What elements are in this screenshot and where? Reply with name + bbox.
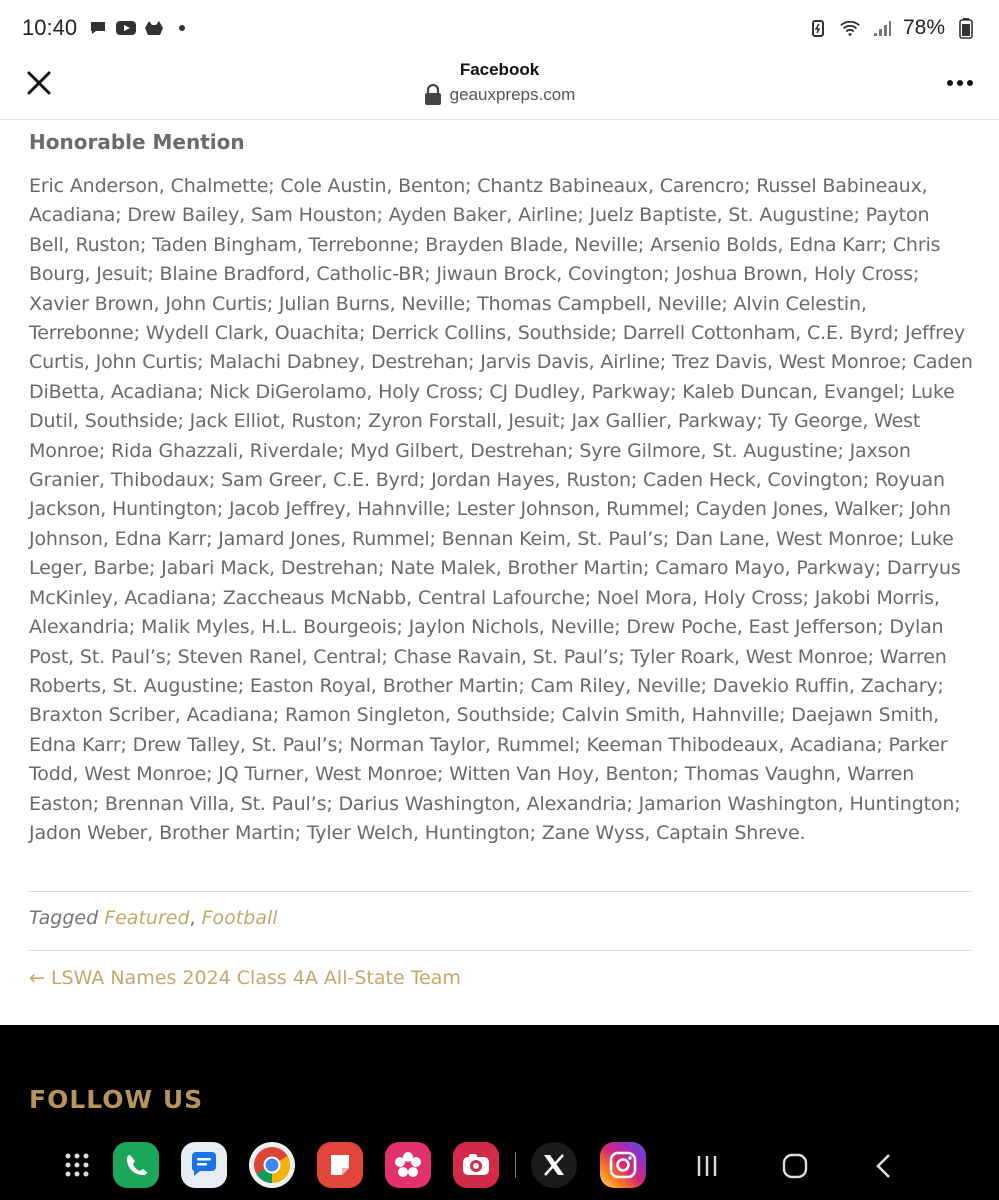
- url-display[interactable]: [424, 84, 576, 106]
- status-right: [807, 16, 977, 40]
- home-icon: [782, 1153, 808, 1179]
- previous-post-title: LSWA Names 2024 Class 4A All-State Team: [50, 967, 461, 989]
- x-icon: [541, 1152, 567, 1178]
- notes-app[interactable]: [317, 1142, 363, 1188]
- chrome-icon: [252, 1145, 292, 1185]
- browser-header: [0, 56, 999, 120]
- divider-bottom: [29, 950, 971, 951]
- lock-icon: [424, 84, 442, 106]
- tag-separator: ,: [189, 907, 196, 929]
- notification-icons: [87, 17, 193, 39]
- divider-top: [29, 891, 971, 892]
- camera-app[interactable]: [453, 1142, 499, 1188]
- home-button[interactable]: [775, 1146, 815, 1186]
- article-content: [29, 120, 973, 848]
- tag-featured[interactable]: Featured: [104, 907, 190, 929]
- left-arrow-icon: ←: [29, 967, 45, 989]
- instagram-icon: [608, 1150, 638, 1180]
- x-app[interactable]: [531, 1142, 577, 1188]
- follow-us-heading: FOLLOW US: [29, 1085, 204, 1114]
- honorable-mention-list: Eric Anderson, Chalmette; Cole Austin, Benton; Chantz Babineaux, Carencro; Russel Babineaux, Acadiana; Drew Bailey, Sam Houston; Ayden Baker, Airline; Juelz Baptiste, St. Augustine; Payton Bell, Ruston; Taden Bingham, Terrebonne; Brayden Blade, Neville; Arsenio Bolds, Edna Karr; Chris Bourg, Jesuit; Blaine Bradford, Catholic-BR; Jiwaun Brock, Covington; Joshua Brown, Holy Cross; Xavier Brown, John Curtis; Julian Burns, Neville; Thomas Campbell, Neville; Alvin Celestin, Terrebonne; Wydell Clark, Ouachita; Derrick Collins, Southside; Darrell Cottonham, C.E. Byrd; Jeffrey Curtis, John Curtis; Malachi Dabney, Destrehan; Jarvis Davis, Airline; Trez Davis, West Monroe; Caden DiBetta, Acadiana; Nick DiGerolamo, Holy Cross; CJ Dudley, Parkway; Kaleb Duncan, Evangel; Luke Dutil, Southside; Jack Elliot, Ruston; Zyron Forstall, Jesuit; Jax Gallier, Parkway; Ty George, West Monroe; Rida Ghazzali, Riverdale; Myd Gilbert, Destrehan; Syre Gilmore, St. Augustine; Jaxson Granier, Thibodaux; Sam Greer, C.E. Byrd; Jordan Hayes, Ruston; Caden Heck, Covington; Royuan Jackson, Huntington; Jacob Jeffrey, Hahnville; Lester Johnson, Rummel; Cayden Jones, Walker; John Johnson, Edna Karr; Jamard Jones, Rummel; Bennan Keim, St. Paul’s; Dan Lane, West Monroe; Luke Leger, Barbe; Jabari Mack, Destrehan; Nate Malek, Brother Martin; Camaro Mayo, Parkway; Darryus McKinley, Acadiana; Zaccheaus McNabb, Central Lafourche; Noel Mora, Holy Cross; Jakobi Morris, Alexandria; Malik Myles, H.L. Bourgeois; Jaylon Nichols, Neville; Drew Poche, East Jefferson; Dylan Post, St. Paul’s; Steven Ranel, Central; Chase Ravain, St. Paul’s; Tyler Roark, West Monroe; Warren Roberts, St. Augustine; Easton Royal, Brother Martin; Cam Riley, Neville; Davekio Ruffin, Zachary; Braxton Scriber, Acadiana; Ramon Singleton, Southside; Calvin Smith, Hahnville; Daejawn Smith, Edna Karr; Drew Talley, St. Paul’s; Norman Taylor, Rummel; Keeman Thibodeaux, Acadiana; Parker Todd, West Monroe; JQ Turner, West Monroe; Witten Van Hoy, Benton; Thomas Vaughn, Warren Easton; Brennan Villa, St. Paul’s; Darius Washington, Alexandria; Jamarion Washington, Huntington; Jadon Weber, Brother Martin; Tyler Welch, Huntington; Zane Wyss, Captain Shreve.: [29, 175, 973, 844]
- instagram-app[interactable]: [600, 1142, 646, 1188]
- section-heading: Honorable Mention: [29, 130, 245, 154]
- flower-app[interactable]: [385, 1142, 431, 1188]
- back-icon: [874, 1153, 894, 1179]
- tag-football[interactable]: Football: [201, 907, 278, 929]
- back-button[interactable]: [864, 1146, 904, 1186]
- header-center: [0, 60, 999, 111]
- tags-row: [29, 907, 278, 929]
- dot-icon: [171, 17, 193, 39]
- messages-icon: [189, 1151, 219, 1179]
- flower-icon: [393, 1150, 423, 1180]
- chrome-app[interactable]: [249, 1142, 295, 1188]
- phone-app[interactable]: [113, 1142, 159, 1188]
- signal-icon: [871, 17, 893, 39]
- tagged-label: Tagged: [29, 907, 99, 929]
- phone-icon: [122, 1151, 150, 1179]
- notes-icon: [327, 1152, 353, 1178]
- app-drawer-button[interactable]: [54, 1142, 100, 1188]
- wifi-icon: [839, 17, 861, 39]
- page-title: Facebook: [459, 60, 540, 79]
- previous-post-link[interactable]: [29, 967, 461, 989]
- recents-button[interactable]: [687, 1146, 727, 1186]
- recents-icon: [694, 1153, 720, 1179]
- taskbar-dock: [0, 1138, 999, 1194]
- status-bar: [0, 0, 999, 56]
- battery-icon: [955, 17, 977, 39]
- app-drawer-icon: [63, 1151, 91, 1179]
- more-options-button[interactable]: [943, 68, 977, 98]
- battery-percent: 78%: [902, 16, 945, 39]
- game-icon: [143, 17, 165, 39]
- url-text: geauxpreps.com: [449, 85, 576, 104]
- camera-icon: [461, 1152, 491, 1178]
- chat-icon: [87, 17, 109, 39]
- more-dots-icon: [946, 79, 974, 87]
- dock-separator: [515, 1152, 516, 1178]
- messages-app[interactable]: [181, 1142, 227, 1188]
- status-time: 10:40: [22, 15, 78, 40]
- battery-saver-icon: [807, 17, 829, 39]
- youtube-icon: [115, 17, 137, 39]
